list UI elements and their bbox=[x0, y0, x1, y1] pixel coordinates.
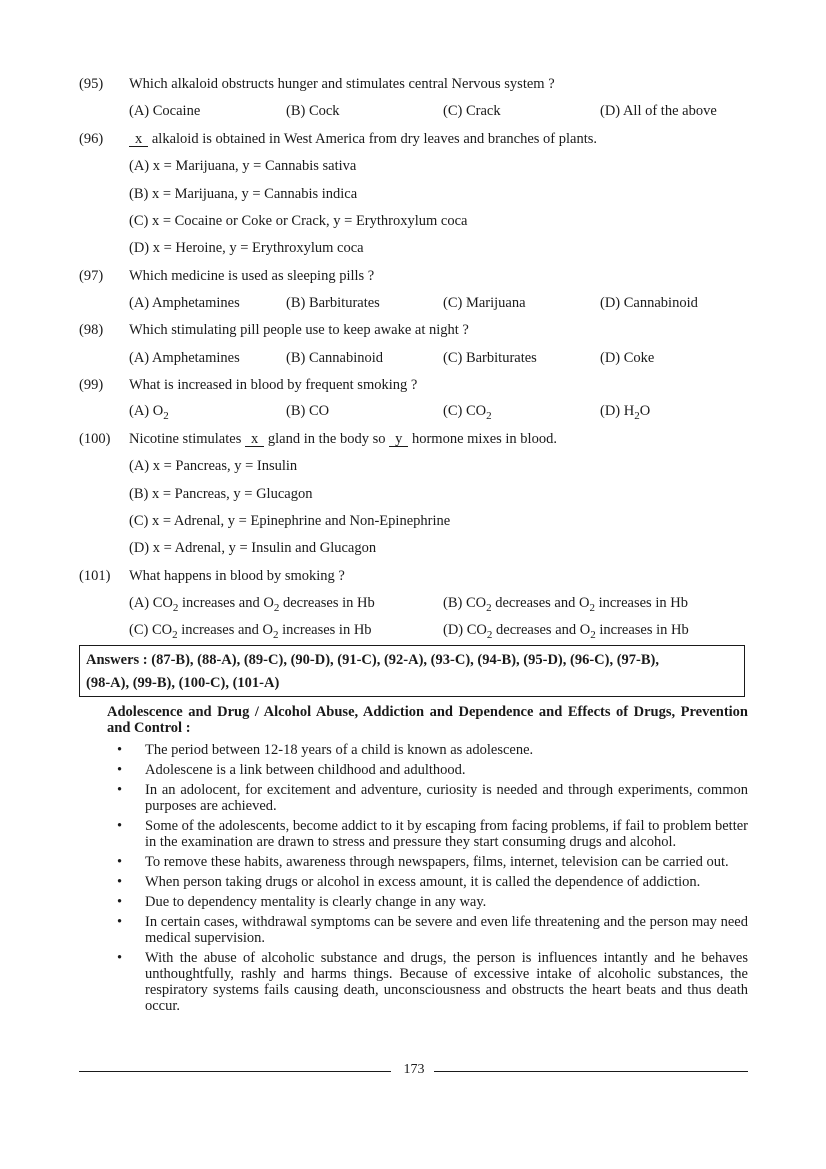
question-number: (98) bbox=[79, 322, 104, 338]
question-text: Nicotine stimulates x gland in the body so y hormone mixes in blood. bbox=[129, 431, 557, 447]
option-a: (A) x = Marijuana, y = Cannabis sativa bbox=[129, 158, 357, 174]
blank-x: x bbox=[129, 132, 148, 147]
section-title: Adolescence and Drug / Alcohol Abuse, Addiction and Dependence and Effects of Drugs, Prevention and Control : bbox=[107, 704, 748, 736]
answers-line-1: Answers : (87-B), (88-A), (89-C), (90-D), (91-C), (92-A), (93-C), (94-B), (95-D), (96-C), (97-B), bbox=[86, 652, 659, 668]
footer-rule-right bbox=[434, 1071, 748, 1072]
question-text: Which medicine is used as sleeping pills ? bbox=[129, 268, 375, 284]
answers-box bbox=[79, 645, 745, 697]
option-d: (D) $H_2O$ bbox=[600, 403, 651, 422]
list-item: • With the abuse of alcoholic substance and drugs, the person is influences intantly and he behaves unthoughtfully, rashly and harms things. Because of excessive intake of alcoholic substances, the respiratory systems fails causing death, unconsciousness and obstructs the heart beats and thus death occur. bbox=[117, 950, 748, 1014]
option-b: (B) Cock bbox=[286, 103, 340, 119]
option-d: (D) $CO_2$ decreases and $O_2$ increases in Hb bbox=[443, 622, 689, 641]
list-item: • The period between 12-18 years of a child is known as adolescene. bbox=[117, 742, 534, 758]
page-footer bbox=[79, 1062, 748, 1080]
option-c: (C) $CO_2$ bbox=[443, 403, 492, 422]
question-text: Which stimulating pill people use to keep awake at night ? bbox=[129, 322, 469, 338]
bullet-icon: • bbox=[117, 914, 123, 930]
option-d: (D) x = Heroine, y = Erythroxylum coca bbox=[129, 240, 364, 256]
option-d: (D) x = Adrenal, y = Insulin and Glucagon bbox=[129, 540, 377, 556]
option-c: (C) $CO_2$ increases and $O_2$ increases in Hb bbox=[129, 622, 372, 641]
bullet-icon: • bbox=[117, 854, 123, 870]
option-c: (C) Marijuana bbox=[443, 295, 526, 311]
list-item: • When person taking drugs or alcohol in excess amount, it is called the dependence of addiction. bbox=[117, 874, 701, 890]
question-text-body: alkaloid is obtained in West America from dry leaves and branches of plants. bbox=[151, 131, 597, 147]
list-item: • In an adolocent, for excitement and adventure, curiosity is needed and through experiments, common purposes are achieved. bbox=[117, 782, 748, 814]
question-number: (99) bbox=[79, 377, 104, 393]
list-item: • Adolescene is a link between childhood and adulthood. bbox=[117, 762, 466, 778]
option-b: (B) $CO_2$ decreases and $O_2$ increases in Hb bbox=[443, 595, 688, 614]
option-a: (A) $CO_2$ increases and $O_2$ decreases in Hb bbox=[129, 595, 375, 614]
list-item: • Some of the adolescents, become addict to it by escaping from facing problems, if fail to problem better in the examination are drawn to stress and pressure they start consuming drugs and alcohol. bbox=[117, 818, 748, 850]
list-item: • In certain cases, withdrawal symptoms can be severe and even life threatening and the person may need medical supervision. bbox=[117, 914, 748, 946]
option-a: (A) $O_2$ bbox=[129, 403, 169, 422]
option-c: (C) x = Adrenal, y = Epinephrine and Non-Epinephrine bbox=[129, 513, 451, 529]
footer-rule-left bbox=[79, 1071, 391, 1072]
question-text bbox=[129, 131, 597, 148]
question-number: (101) bbox=[79, 568, 111, 584]
question-number: (95) bbox=[79, 76, 104, 92]
option-a: (A) x = Pancreas, y = Insulin bbox=[129, 458, 298, 474]
option-c: (C) x = Cocaine or Coke or Crack, y = Erythroxylum coca bbox=[129, 213, 468, 229]
bullet-icon: • bbox=[117, 950, 123, 966]
list-item: • Due to dependency mentality is clearly change in any way. bbox=[117, 894, 487, 910]
bullet-icon: • bbox=[117, 894, 123, 910]
bullet-icon: • bbox=[117, 818, 123, 834]
bullet-icon: • bbox=[117, 742, 123, 758]
question-number: (97) bbox=[79, 268, 104, 284]
bullet-icon: • bbox=[117, 874, 123, 890]
bullet-icon: • bbox=[117, 762, 123, 778]
question-number: (100) bbox=[79, 431, 111, 447]
question-text: What happens in blood by smoking ? bbox=[129, 568, 345, 584]
option-b: (B) CO bbox=[286, 403, 330, 419]
list-item: • To remove these habits, awareness through newspapers, films, internet, television can be carried out. bbox=[117, 854, 729, 870]
option-b: (B) x = Pancreas, y = Glucagon bbox=[129, 486, 313, 502]
option-a: (A) Cocaine bbox=[129, 103, 201, 119]
option-a: (A) Amphetamines bbox=[129, 350, 240, 366]
bullet-list bbox=[112, 742, 748, 1018]
option-b: (B) x = Marijuana, y = Cannabis indica bbox=[129, 186, 358, 202]
question-number: (96) bbox=[79, 131, 104, 147]
option-c: (C) Barbiturates bbox=[443, 350, 537, 366]
page-number: 173 bbox=[403, 1062, 425, 1077]
option-b: (B) Barbiturates bbox=[286, 295, 380, 311]
option-d: (D) All of the above bbox=[600, 103, 717, 119]
bullet-icon: • bbox=[117, 782, 123, 798]
option-d: (D) Cannabinoid bbox=[600, 295, 698, 311]
question-text: Which alkaloid obstructs hunger and stimulates central Nervous system ? bbox=[129, 76, 555, 92]
option-d: (D) Coke bbox=[600, 350, 655, 366]
answers-line-2: (98-A), (99-B), (100-C), (101-A) bbox=[86, 675, 280, 691]
option-b: (B) Cannabinoid bbox=[286, 350, 384, 366]
option-a: (A) Amphetamines bbox=[129, 295, 240, 311]
blank-y: y bbox=[389, 432, 408, 447]
question-text: What is increased in blood by frequent smoking ? bbox=[129, 377, 418, 393]
option-c: (C) Crack bbox=[443, 103, 501, 119]
blank-x: x bbox=[245, 432, 264, 447]
